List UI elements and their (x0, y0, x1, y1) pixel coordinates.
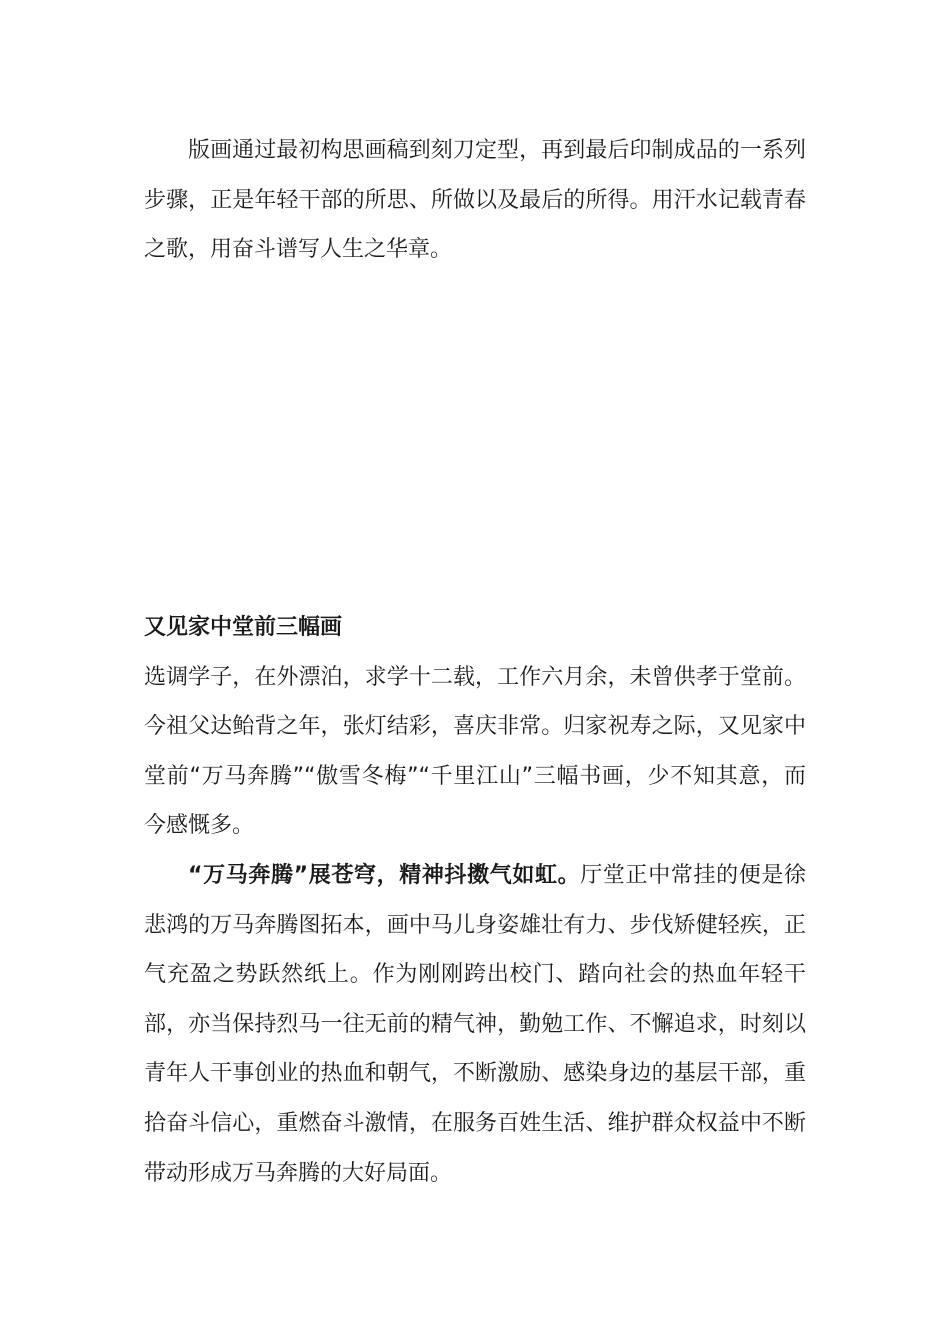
section-heading: 又见家中堂前三幅画 (144, 615, 343, 640)
section-paragraph-1: 选调学子，在外漂泊，求学十二载，工作六月余，未曾供孝于堂前。今祖父达鲐背之年，张灯结彩，喜庆非常。归家祝寿之际，又见家中堂前“万马奔腾”“傲雪冬梅”“千里江山”三幅书画，少不知其意，而今感慨多。 (144, 664, 806, 839)
paragraph-2-body: 厅堂正中常挂的便是徐悲鸿的万马奔腾图拓本，画中马儿身姿雄壮有力、步伐矫健轻疾，正气充盈之势跃然纸上。作为刚刚跨出校门、踏向社会的热血年轻干部，亦当保持烈马一往无前的精气神，勤勉工作、不懈追求，时刻以青年人干事创业的热血和朝气，不断激励、感染身边的基层干部，重拾奋斗信心，重燃奋斗激情，在服务百姓生活、维护群众权益中不断带动形成万马奔腾的大好局面。 (144, 862, 806, 1186)
paragraph-2-lead: “万马奔腾”展苍穹，精神抖擞气如虹。 (188, 862, 581, 888)
intro-block (144, 126, 806, 275)
intro-paragraph: 版画通过最初构思画稿到刻刀定型，再到最后印制成品的一系列步骤，正是年轻干部的所思、所做以及最后的所得。用汗水记载青春之歌，用奋斗谱写人生之华章。 (144, 138, 806, 263)
section-paragraph-2 (144, 851, 806, 1198)
section-block (144, 603, 806, 1198)
